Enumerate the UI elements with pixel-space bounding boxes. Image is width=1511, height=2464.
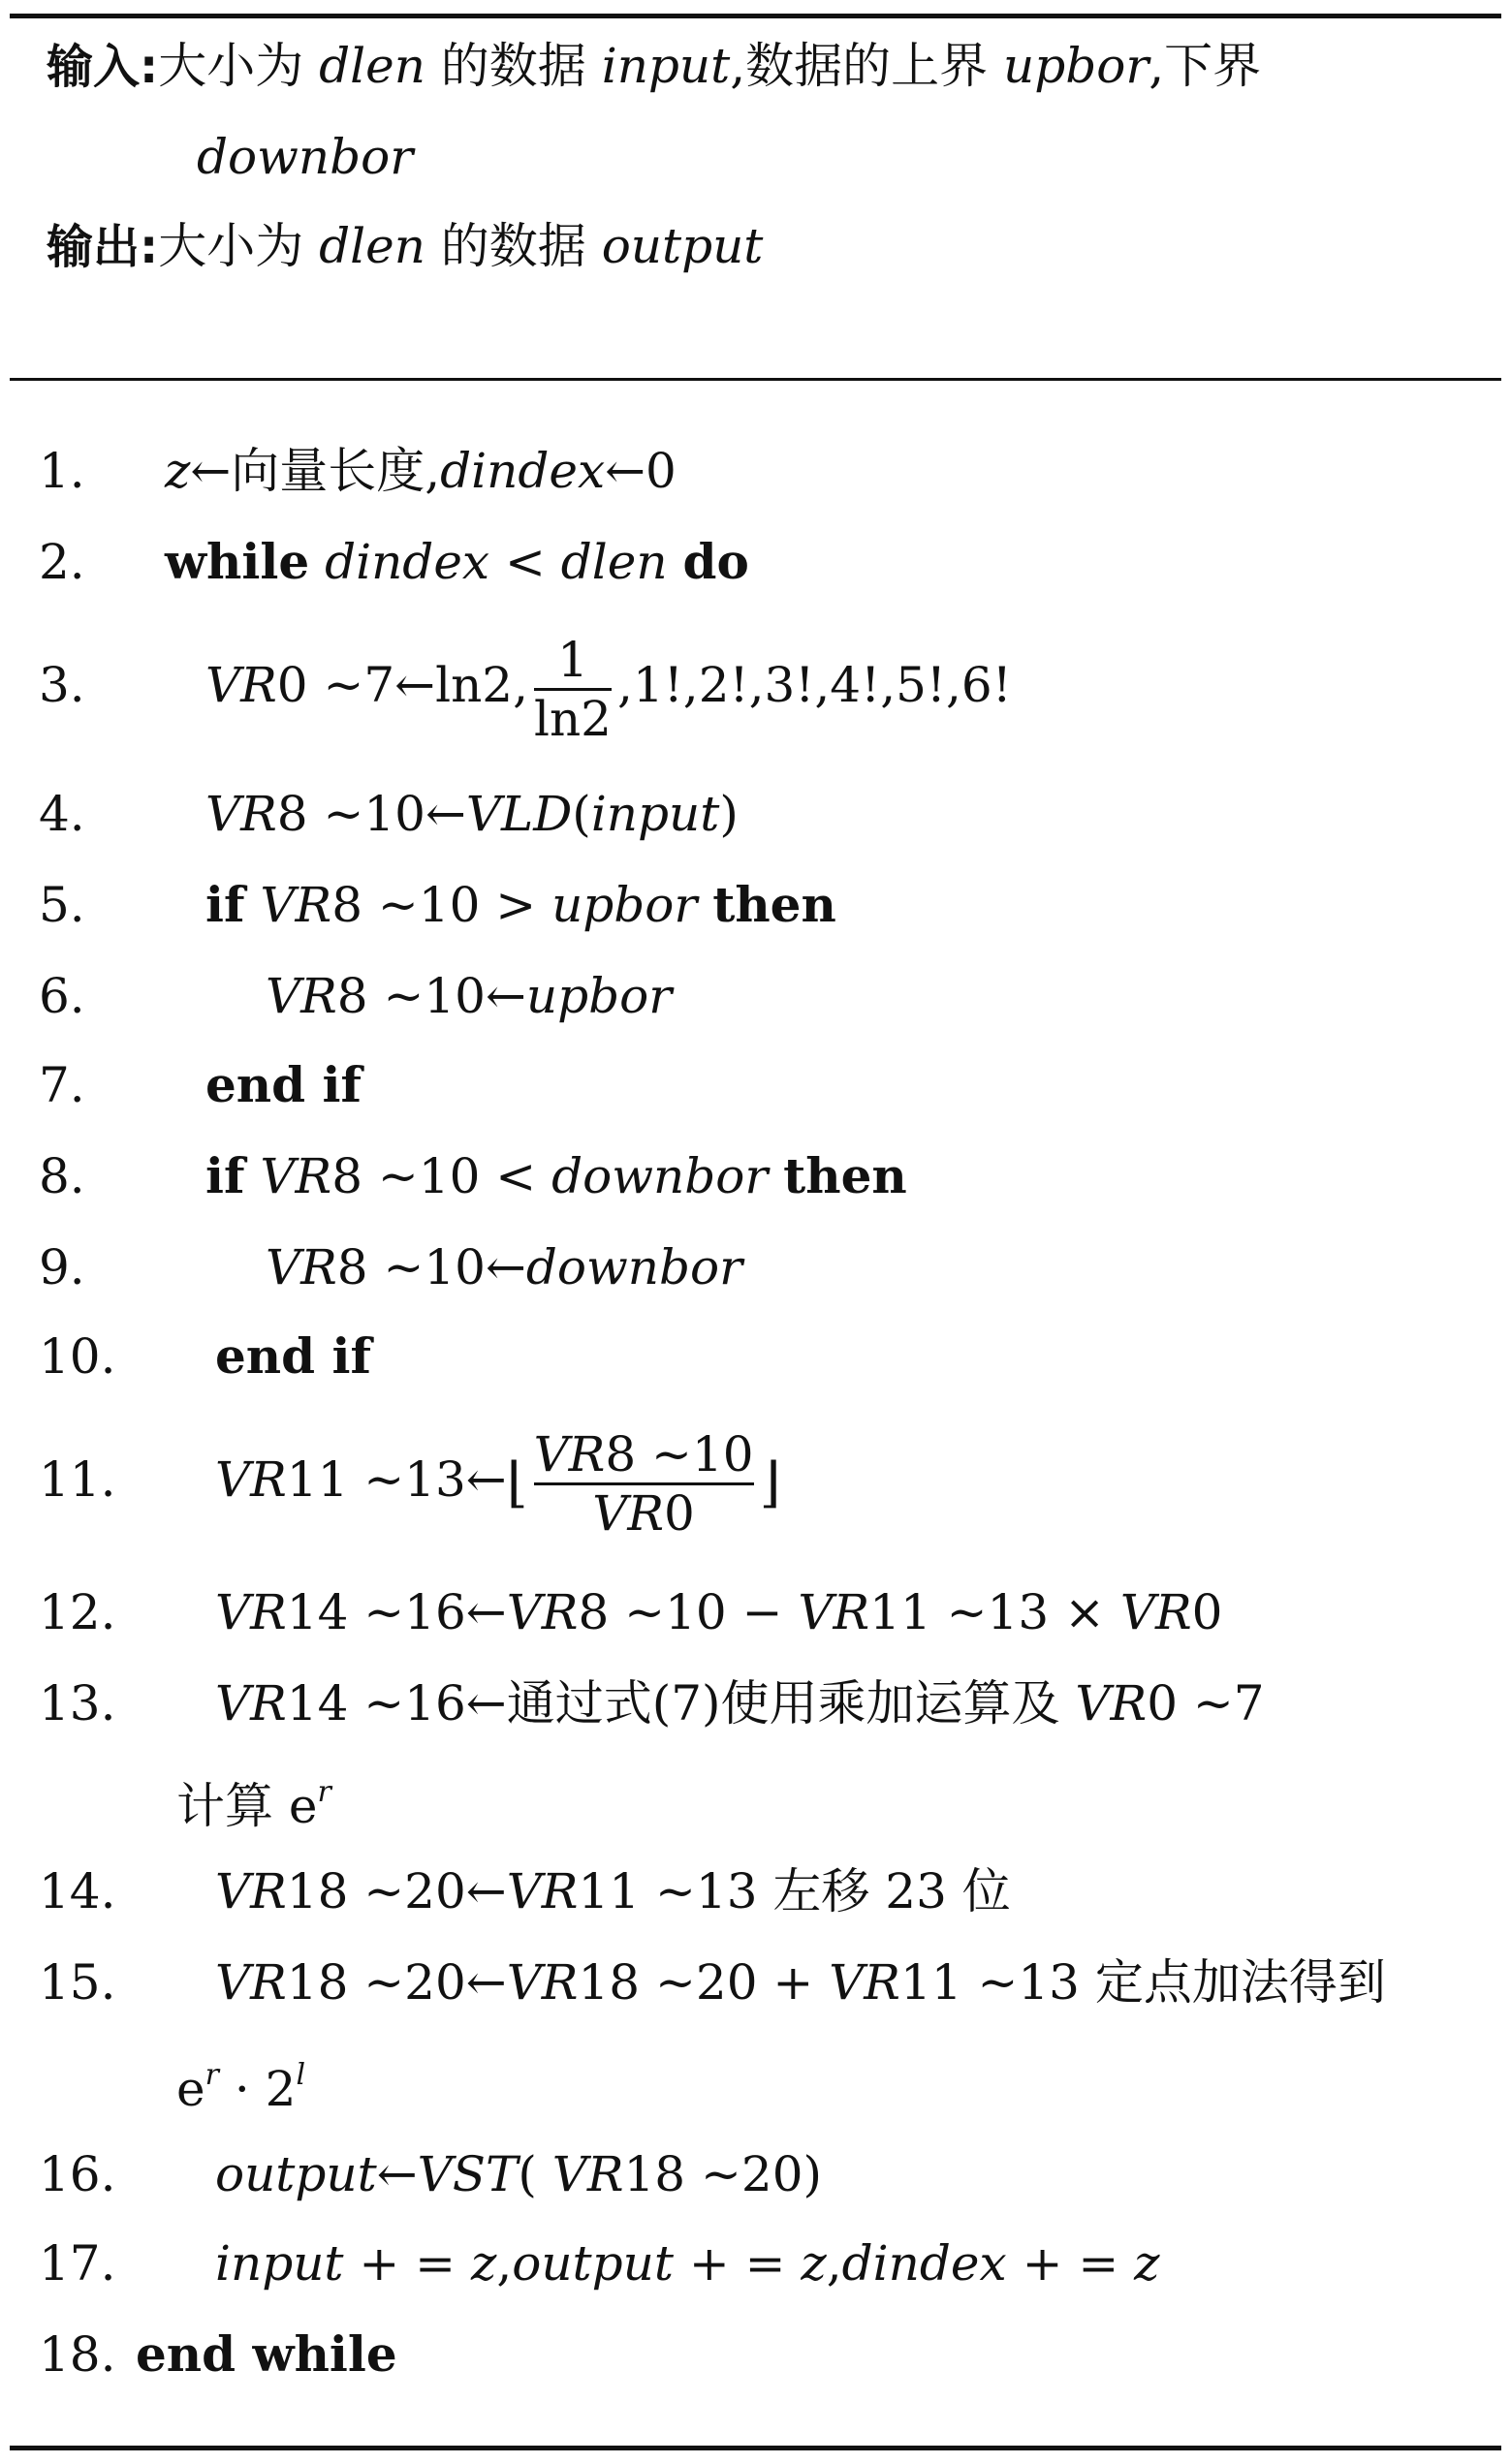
algo-line-2 [39,533,1482,591]
expr: 11 ~13 左移 23 位 [578,1863,1011,1919]
line-number: 15. [39,1954,116,2011]
var-output: output [601,218,764,274]
line-number: 4. [39,786,85,842]
algo-line-6 [39,967,1482,1025]
expr: , [826,2235,842,2292]
output-text: 的数据 [425,218,602,274]
line-number: 13. [39,1675,116,1731]
fraction-denominator [592,1485,695,1542]
expr: 8 ~10 [605,1425,754,1482]
expr: 8 ~10 > [331,877,552,933]
algo-line-15 [39,1953,1482,2012]
keyword: then [783,1147,907,1204]
expr: upbor [551,877,698,933]
expr: VR [260,1148,332,1204]
expr: 8 ~10← [276,786,466,842]
expr: VR [215,1451,287,1508]
expr: 18 ~20← [286,1954,507,2011]
algo-line-8 [39,1147,1482,1205]
line-number: 17. [39,2235,116,2292]
expr: z [470,2235,497,2292]
expr: VR [551,2146,624,2202]
line-number: 16. [39,2146,116,2202]
expr: VR [215,1584,287,1640]
keyword: do [682,533,749,590]
var-downbor: downbor [197,129,414,185]
expr: 14 ~16← [286,1584,507,1640]
algo-line-13-continued [39,1763,1482,1835]
output-text: 大小为 [158,218,320,274]
line-number: 6. [39,968,85,1024]
input-spec-continued [47,128,1472,186]
expr: · 2 [218,2061,297,2117]
expr: VR [506,1584,579,1640]
input-text: 大小为 [158,38,320,94]
input-text: 的数据 [425,38,602,94]
expr: VR [1075,1675,1148,1731]
floor-left-bracket: ⌊ [506,1451,528,1514]
expr: VR [506,1954,579,2011]
line-number: 18. [39,2326,116,2383]
algo-line-13 [39,1674,1482,1732]
superscript: r [205,2058,219,2092]
algo-line-14 [39,1862,1482,1920]
algo-line-10 [39,1327,1482,1386]
line-number: 12. [39,1584,116,1640]
superscript: l [296,2058,306,2092]
expr: 8 ~10← [336,1239,526,1295]
expr: VR [215,1954,287,2011]
fraction [534,1426,754,1542]
algo-line-12 [39,1583,1482,1641]
expr: 11 ~13 定点加法得到 [899,1954,1386,2011]
algo-line-9 [39,1238,1482,1296]
expr: + = [1006,2235,1135,2292]
expr: downbor [525,1239,743,1295]
expr: VR [215,1675,287,1731]
expr: VR [215,1863,287,1919]
algo-line-17 [39,2234,1482,2292]
expr: ( [572,786,591,842]
expr: VR [205,657,277,713]
expr: ( [518,2146,552,2202]
line-number: 3. [39,657,85,713]
expr: 18 ~20← [286,1863,507,1919]
expr: 8 ~10 < [331,1148,552,1204]
expr: 0 ~7 [1147,1675,1265,1731]
fraction-denominator: ln2 [533,690,612,747]
floor-right-bracket: ⌋ [759,1451,781,1514]
algo-line-1 [39,442,1482,500]
algo-line-11 [39,1417,1482,1546]
line-number: 1. [39,443,85,499]
expr: VR [266,1239,337,1295]
var-input: input [601,38,731,94]
algo-line-4 [39,785,1482,843]
expr: dindex [325,534,490,590]
expr: VR [533,1425,606,1482]
expr: VR [592,1484,665,1542]
expr: ) [719,786,739,842]
var-dlen: dlen [319,38,425,94]
expr: VR [266,968,337,1024]
expr: dindex [440,443,606,499]
expr: dindex [841,2235,1007,2292]
keyword: if [205,1147,245,1204]
expr: VLD [465,786,573,842]
keyword: while [165,533,310,590]
expr: ,1!,2!,3!,4!,5!,6! [617,657,1012,713]
expr: 11 ~13← [286,1451,507,1508]
algo-line-15-continued [39,2046,1482,2118]
expr: 14 ~16←通过式(7)使用乘加运算及 [286,1675,1076,1731]
expr: input [590,786,720,842]
expr: ←0 [605,443,677,499]
output-label: 输出: [47,220,159,274]
expr: 0 [664,1484,695,1542]
expr: 11 ~13 × [869,1584,1120,1640]
expr: VR [506,1863,579,1919]
expr: downbor [551,1148,769,1204]
table-top-rule [10,14,1501,18]
expr: z [1134,2235,1160,2292]
fraction-numerator: 1 [557,631,588,688]
expr: + = [343,2235,471,2292]
expr: 0 ~7←ln2, [276,657,528,713]
input-text: ,下界 [1149,38,1262,94]
fraction-numerator [534,1426,754,1482]
keyword: end if [215,1327,372,1385]
expr: output [215,2146,377,2202]
fraction [534,632,612,747]
keyword: if [205,876,245,933]
expr: VST [417,2146,519,2202]
line-number: 7. [39,1057,85,1113]
expr: < [489,534,561,590]
input-spec [47,37,1472,96]
algo-line-5 [39,876,1482,934]
input-label: 输入: [47,40,159,94]
table-bottom-rule [10,2446,1501,2450]
line-number: 9. [39,1239,85,1295]
expr: VR [260,877,332,933]
expr: , [496,2235,513,2292]
expr: ←向量长度, [190,443,441,499]
expr: VR [1119,1584,1192,1640]
expr: upbor [525,968,673,1024]
expr: output [512,2235,674,2292]
line-number: 14. [39,1863,116,1919]
line-number: 5. [39,877,85,933]
line-number: 10. [39,1328,116,1385]
line-number: 2. [39,534,85,590]
var-upbor: upbor [1003,38,1149,94]
expr: VR [205,786,277,842]
expr: 18 ~20 + [578,1954,830,2011]
input-text: ,数据的上界 [730,38,1003,94]
expr: z [801,2235,827,2292]
var-dlen: dlen [319,218,425,274]
keyword: end if [205,1056,362,1113]
algo-line-3 [39,622,1482,748]
line-number: 8. [39,1148,85,1204]
keyword: end while [136,2325,397,2383]
algo-line-7 [39,1056,1482,1114]
output-spec [47,217,1472,276]
expr: VR [829,1954,900,2011]
expr: ← [376,2146,418,2202]
expr: + = [673,2235,802,2292]
expr: 0 [1191,1584,1223,1640]
algo-line-18 [39,2325,1482,2384]
keyword: then [712,876,836,933]
expr: 18 ~20) [623,2146,823,2202]
algo-line-16 [39,2145,1482,2203]
expr: z [165,443,191,499]
header-divider-rule [10,378,1501,381]
expr: 8 ~10← [336,968,526,1024]
expr: 8 ~10 − [578,1584,799,1640]
expr: dlen [560,534,668,590]
expr: 计算 e [176,1778,318,1834]
expr: VR [798,1584,870,1640]
superscript: r [317,1775,331,1809]
expr: input [215,2235,344,2292]
line-number: 11. [39,1451,116,1508]
expr: e [176,2061,205,2117]
